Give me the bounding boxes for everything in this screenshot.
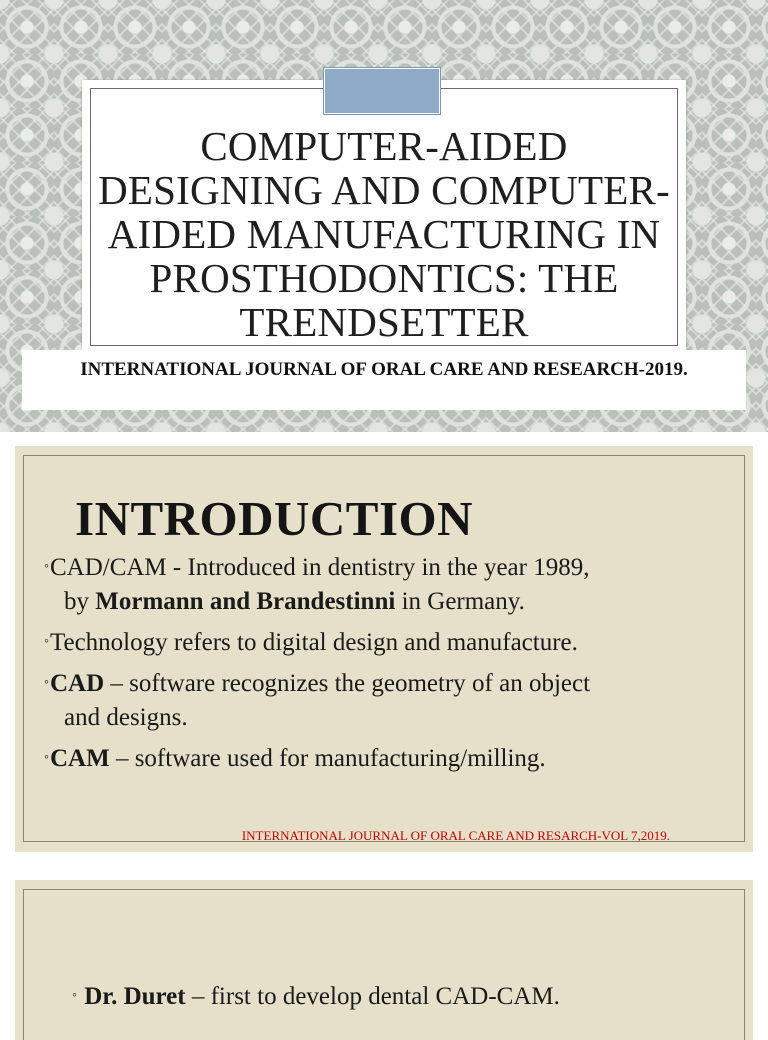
title-box [82, 80, 686, 350]
slide-title: COMPUTER-AIDED DESIGNING AND COMPUTER-AIDED MANUFACTURING IN PROSTHODONTICS: THE TRENDSETTER [98, 123, 670, 345]
title-accent-tab [324, 68, 440, 114]
bullet-continuation [54, 585, 734, 619]
list-item [44, 550, 734, 619]
bullet-text: in Germany. [395, 588, 525, 615]
history-slide [0, 864, 768, 1024]
bullet-bold-text: CAD [49, 670, 105, 697]
journal-subtitle: INTERNATIONAL JOURNAL OF ORAL CARE AND RESEARCH-2019. [80, 359, 688, 380]
list-item [44, 666, 734, 735]
intro-bullet-list [44, 550, 734, 782]
title-slide [0, 0, 768, 432]
bullet-icon: ◦ [44, 750, 49, 765]
bullet-text: – software recognizes the geometry of an object [104, 670, 591, 697]
bullet-text: – software used for manufacturing/milling. [109, 745, 546, 772]
bullet-icon: ◦ [44, 634, 49, 649]
bullet-text: Technology refers to digital design and manufacture. [49, 629, 578, 656]
bullet-icon: ◦ [72, 988, 77, 1003]
bullet-icon: ◦ [44, 675, 49, 690]
citation-footer: INTERNATIONAL JOURNAL OF ORAL CARE AND RESARCH-VOL 7,2019. [241, 828, 670, 843]
bullet-text: by [64, 588, 96, 615]
list-item [44, 741, 734, 776]
intro-heading: INTRODUCTION [75, 491, 474, 546]
bullet-bold-text: Mormann and Brandestinni [95, 588, 396, 615]
list-item [72, 979, 560, 1014]
list-item [44, 625, 734, 660]
bullet-bold-text: CAM [49, 745, 110, 772]
bullet-bold-text: Dr. Duret [84, 983, 186, 1010]
bullet-continuation: and designs. [64, 704, 188, 731]
bullet-text: CAD/CAM - Introduced in dentistry in the year 1989, [49, 554, 590, 581]
introduction-slide [0, 432, 768, 864]
bullet-icon: ◦ [44, 559, 49, 574]
journal-band [22, 350, 746, 410]
slide-frame [23, 889, 745, 1040]
bullet-text: – first to develop dental CAD-CAM. [185, 983, 560, 1010]
